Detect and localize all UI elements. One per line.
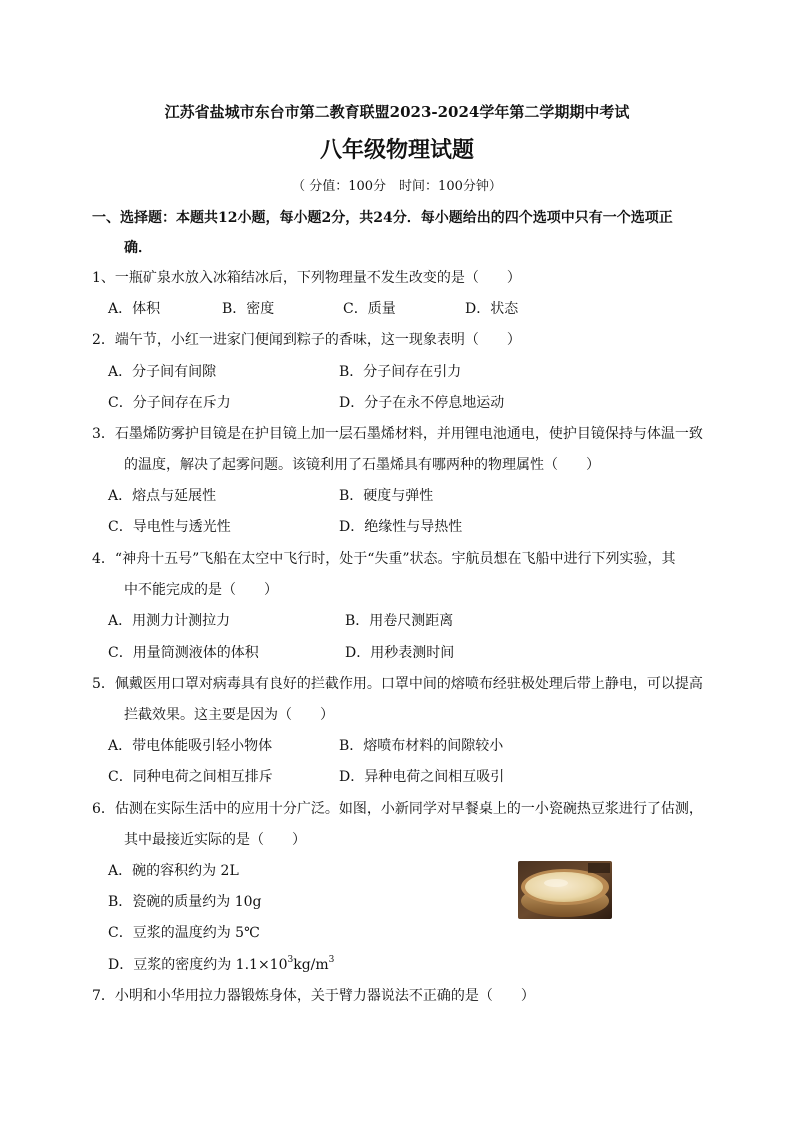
q6-option-a: A．碗的容积约为 2L [108, 863, 239, 879]
q5-option-d: D．异种电荷之间相互吸引 [339, 769, 505, 785]
q4-option-a: A．用测力计测拉力 [108, 613, 231, 629]
q5-option-c: C．同种电荷之间相互排斥 [108, 769, 273, 785]
q3-option-d: D．绝缘性与导热性 [339, 519, 463, 535]
question-7-stem: 7．小明和小华用拉力器锻炼身体，关于臂力器说法不正确的是（ ） [92, 988, 535, 1004]
q1-option-a: A．体积 [108, 301, 161, 317]
question-2-stem: 2．端午节，小红一进家门便闻到粽子的香味，这一现象表明（ ） [92, 332, 521, 348]
section-heading-line1: 一、选择题：本题共12小题，每小题2分，共24分．每小题给出的四个选项中只有一个选项正 [92, 210, 673, 226]
q6-option-c: C．豆浆的温度约为 5℃ [108, 925, 260, 941]
q1-option-d: D．状态 [465, 301, 519, 317]
question-3-stem-line2: 的温度，解决了起雾问题。该镜利用了石墨烯具有哪两种的物理属性（ ） [124, 457, 600, 473]
q2-option-b: B．分子间存在引力 [339, 364, 462, 380]
question-6-stem-line1: 6．估测在实际生活中的应用十分广泛。如图，小新同学对早餐桌上的一小瓷碗热豆浆进行了估测， [92, 801, 703, 817]
q4-option-d: D．用秒表测时间 [345, 645, 455, 661]
question-3-stem-line1: 3．石墨烯防雾护目镜是在护目镜上加一层石墨烯材料，并用锂电池通电，使护目镜保持与体温一致 [92, 426, 703, 442]
q6-option-d-exponent: 3 [287, 955, 294, 966]
question-1-stem: 1、一瓶矿泉水放入冰箱结冰后，下列物理量不发生改变的是（ ） [92, 270, 521, 286]
score-time-line: （ 分值：100分 时间：100分钟） [292, 179, 502, 194]
school-exam-line: 江苏省盐城市东台市第二教育联盟2023-2024学年第二学期期中考试 [164, 103, 630, 121]
section-heading-line2: 确． [124, 240, 152, 256]
q3-option-a: A．熔点与延展性 [108, 488, 217, 504]
question-4-stem-line2: 中不能完成的是（ ） [124, 582, 278, 598]
q4-option-b: B．用卷尺测距离 [345, 613, 454, 629]
q6-option-b: B．瓷碗的质量约为 10g [108, 894, 262, 910]
q3-option-c: C．导电性与透光性 [108, 519, 231, 535]
question-6-stem-line2: 其中最接近实际的是（ ） [124, 832, 306, 848]
q2-option-a: A．分子间有间隙 [108, 364, 217, 380]
q6-option-d [108, 955, 334, 975]
q5-option-b: B．熔喷布材料的间隙较小 [339, 738, 504, 754]
question-5-stem-line1: 5．佩戴医用口罩对病毒具有良好的拦截作用。口罩中间的熔喷布经驻极处理后带上静电，可以提高 [92, 676, 703, 692]
q1-option-b: B．密度 [222, 301, 275, 317]
q6-option-d-unit-exponent: 3 [328, 955, 335, 966]
q2-option-d: D．分子在永不停息地运动 [339, 395, 505, 411]
q3-option-b: B．硬度与弹性 [339, 488, 434, 504]
q2-option-c: C．分子间存在斥力 [108, 395, 231, 411]
q6-option-d-unit: kg/m [293, 957, 329, 973]
q1-option-c: C．质量 [343, 301, 396, 317]
question-4-stem-line1: 4．“神舟十五号”飞船在太空中飞行时，处于“失重”状态。宇航员想在飞船中进行下列实验，其 [92, 551, 676, 567]
q6-option-d-text: D．豆浆的密度约为 1.1×10 [108, 957, 288, 973]
exam-title: 八年级物理试题 [319, 137, 474, 163]
q5-option-a: A．带电体能吸引轻小物体 [108, 738, 273, 754]
question-5-stem-line2: 拦截效果。这主要是因为（ ） [124, 707, 334, 723]
q4-option-c: C．用量筒测液体的体积 [108, 645, 259, 661]
soymilk-bowl-image [518, 861, 612, 919]
